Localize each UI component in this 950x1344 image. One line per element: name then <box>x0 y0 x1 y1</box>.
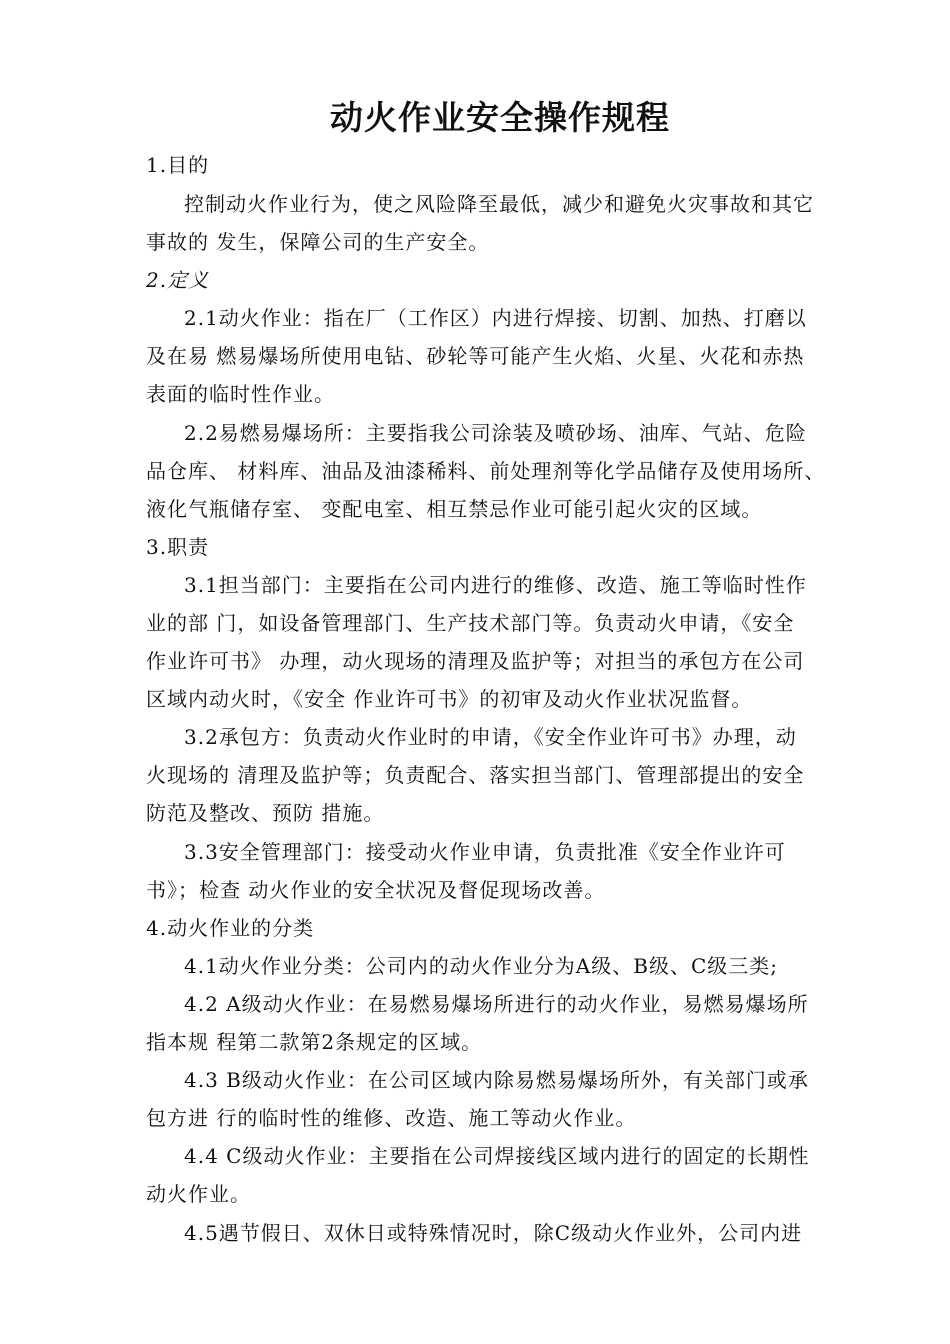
paragraph-line: 动火作业。 <box>146 1182 251 1206</box>
paragraph-line: 防范及整改、预防 措施。 <box>146 801 385 825</box>
paragraph-line: 4.3 B级动火作业：在公司区域内除易燃易爆场所外，有关部门或承 <box>184 1068 809 1092</box>
paragraph-line: 3.2承包方：负责动火作业时的申请，《安全作业许可书》办理，动 <box>184 725 797 749</box>
paragraph-line: 液化气瓶储存室、 变配电室、相互禁忌作业可能引起火灾的区域。 <box>146 497 763 521</box>
paragraph-line: 业的部 门，如设备管理部门、生产技术部门等。负责动火申请，《安全 <box>146 611 795 635</box>
paragraph-line: 3.1担当部门：主要指在公司内进行的维修、改造、施工等临时性作 <box>184 573 807 597</box>
section-heading-definition: 2.定义 <box>146 268 210 292</box>
document-title: 动火作业安全操作规程 <box>330 98 670 137</box>
paragraph-line: 表面的临时性作业。 <box>146 382 335 406</box>
paragraph-line: 书》；检查 动火作业的安全状况及督促现场改善。 <box>146 878 606 902</box>
section-heading-responsibility: 3.职责 <box>146 535 210 559</box>
paragraph-line: 2.2易燃易爆场所：主要指我公司涂装及喷砂场、油库、气站、危险 <box>184 421 807 445</box>
paragraph-line: 品仓库、 材料库、油品及油漆稀料、前处理剂等化学品储存及使用场所、 <box>146 459 826 483</box>
paragraph-line: 2.1动火作业：指在厂（工作区）内进行焊接、切割、加热、打磨以 <box>184 306 807 330</box>
paragraph-line: 包方进 行的临时性的维修、改造、施工等动火作业。 <box>146 1106 637 1130</box>
paragraph-line: 火现场的 清理及监护等；负责配合、落实担当部门、管理部提出的安全 <box>146 763 805 787</box>
section-heading-purpose: 1.目的 <box>146 153 210 177</box>
paragraph-line: 4.5遇节假日、双休日或特殊情况时，除C级动火作业外，公司内进 <box>184 1221 803 1245</box>
paragraph-line: 事故的 发生，保障公司的生产安全。 <box>146 230 490 254</box>
paragraph-line: 4.1动火作业分类：公司内的动火作业分为A级、B级、C级三类; <box>184 954 778 978</box>
paragraph-line: 控制动火作业行为，使之风险降至最低，减少和避免火灾事故和其它 <box>184 192 814 216</box>
paragraph-line: 作业许可书》 办理，动火现场的清理及监护等；对担当的承包方在公司 <box>146 649 805 673</box>
section-heading-classification: 4.动火作业的分类 <box>146 916 315 940</box>
paragraph-line: 指本规 程第二款第2条规定的区域。 <box>146 1030 483 1054</box>
paragraph-line: 区域内动火时，《安全 作业许可书》的初审及动火作业状况监督。 <box>146 687 753 711</box>
paragraph-line: 4.4 C级动火作业：主要指在公司焊接线区域内进行的固定的长期性 <box>184 1144 810 1168</box>
paragraph-line: 3.3安全管理部门：接受动火作业申请，负责批准《安全作业许可 <box>184 840 786 864</box>
paragraph-line: 4.2 A级动火作业：在易燃易爆场所进行的动火作业，易燃易爆场所 <box>184 992 809 1016</box>
paragraph-line: 及在易 燃易爆场所使用电钻、砂轮等可能产生火焰、火星、火花和赤热 <box>146 344 805 368</box>
